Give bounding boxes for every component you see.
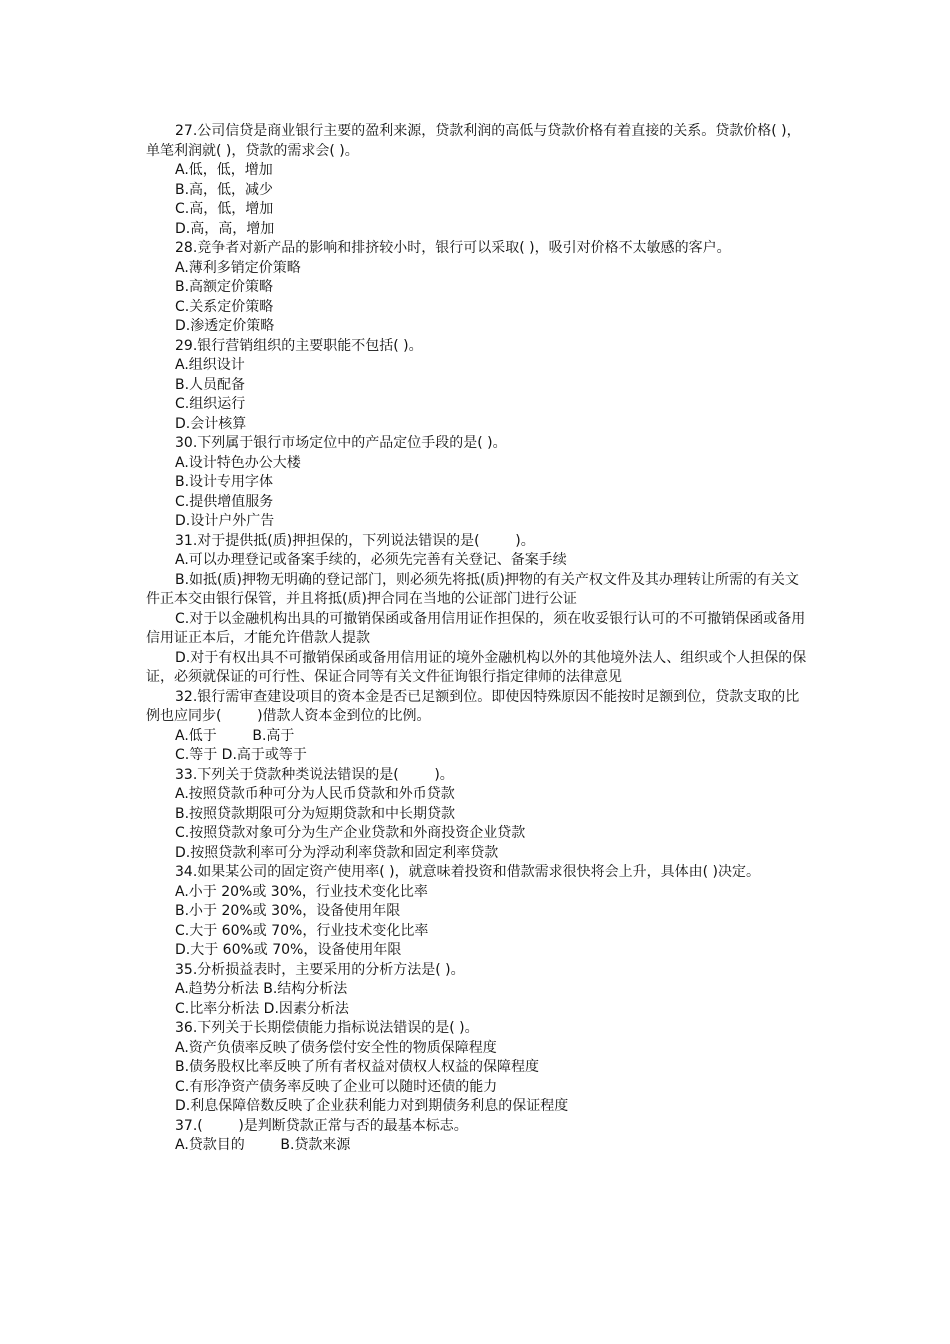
- document-page: [146, 122, 810, 1156]
- answer-option: A.低，低，增加: [175, 162, 273, 178]
- answer-option: C.按照贷款对象可分为生产企业贷款和外商投资企业贷款: [175, 825, 526, 841]
- answer-option: D.渗透定价策略: [175, 318, 275, 334]
- question-text: 31.对于提供抵(质)押担保的，下列说法错误的是( )。: [175, 532, 535, 549]
- answer-option: B.债务股权比率反映了所有者权益对债权人权益的保障程度: [175, 1059, 540, 1075]
- answer-option: A.趋势分析法 B.结构分析法: [175, 981, 348, 997]
- answer-option: A.资产负债率反映了债务偿付安全性的物质保障程度: [175, 1039, 497, 1056]
- answer-option: A.按照贷款币种可分为人民币贷款和外币贷款: [175, 786, 455, 802]
- answer-option: A.设计特色办公大楼: [175, 454, 301, 471]
- answer-option: C.比率分析法 D.因素分析法: [175, 1000, 349, 1017]
- answer-option: D.利息保障倍数反映了企业获利能力对到期债务利息的保证程度: [175, 1098, 569, 1114]
- answer-option: B.小于 20%或 30%，设备使用年限: [175, 903, 401, 919]
- question-text: B.如抵(质)押物无明确的登记部门，则必须先将抵(质)押物的有关产权文件及其办理转让所需的有关文件正本交由银行保管，并且将抵(质)押合同在当地的公证部门进行公证: [146, 571, 799, 607]
- question-text: C.对于以金融机构出具的可撤销保函或备用信用证作担保的，须在收妥银行认可的不可撤销保函或备用信用证正本后，才能允许借款人提款: [146, 610, 806, 646]
- answer-option: A.组织设计: [175, 357, 245, 373]
- answer-option: D.按照贷款利率可分为浮动利率贷款和固定利率贷款: [175, 844, 499, 861]
- question-text: D.对于有权出具不可撤销保函或备用信用证的境外金融机构以外的其他境外法人、组织或个人担保的保证，必须就保证的可行性、保证合同等有关文件征询银行指定律师的法律意见: [146, 649, 807, 685]
- answer-option: A.小于 20%或 30%，行业技术变化比率: [175, 883, 428, 900]
- answer-option: C.提供增值服务: [175, 493, 274, 510]
- question-text: 27.公司信贷是商业银行主要的盈利来源，贷款利润的高低与贷款价格有着直接的关系。贷款价格( )，单笔利润就( )，贷款的需求会( )。: [146, 123, 801, 159]
- question-text: 34.如果某公司的固定资产使用率( )，就意味着投资和借款需求很快将会上升，具体由( )决定。: [175, 864, 761, 880]
- question-text: 33.下列关于贷款种类说法错误的是( )。: [175, 766, 454, 783]
- question-text: 32.银行需审查建设项目的资本金是否已足额到位。即使因特殊原因不能按时足额到位，贷款支取的比例也应同步( )借款人资本金到位的比例。: [146, 688, 800, 724]
- answer-option: D.设计户外广告: [175, 513, 275, 529]
- answer-option: C.组织运行: [175, 396, 246, 412]
- answer-option: C.等于 D.高于或等于: [175, 747, 307, 763]
- question-text: 28.竞争者对新产品的影响和排挤较小时，银行可以采取( )，吸引对价格不太敏感的客户。: [175, 240, 731, 256]
- question-text: A.可以办理登记或备案手续的，必须先完善有关登记、备案手续: [175, 552, 567, 568]
- question-text: 30.下列属于银行市场定位中的产品定位手段的是( )。: [175, 435, 507, 451]
- answer-option: B.高额定价策略: [175, 279, 274, 295]
- answer-option: B.设计专用字体: [175, 474, 274, 490]
- answer-option: A.贷款目的 B.贷款来源: [175, 1137, 351, 1153]
- answer-option: D.大于 60%或 70%，设备使用年限: [175, 942, 402, 958]
- answer-option: B.高，低，减少: [175, 181, 274, 198]
- question-text: 35.分析损益表时，主要采用的分析方法是( )。: [175, 961, 465, 978]
- answer-option: C.大于 60%或 70%，行业技术变化比率: [175, 922, 429, 939]
- answer-option: C.高，低，增加: [175, 201, 274, 217]
- question-text: 37.( )是判断贷款正常与否的最基本标志。: [175, 1117, 468, 1134]
- answer-option: A.低于 B.高于: [175, 727, 295, 744]
- answer-option: B.按照贷款期限可分为短期贷款和中长期贷款: [175, 805, 456, 822]
- question-text: 29.银行营销组织的主要职能不包括( )。: [175, 337, 423, 354]
- answer-option: B.人员配备: [175, 376, 246, 393]
- answer-option: D.高，高，增加: [175, 220, 275, 237]
- answer-option: C.关系定价策略: [175, 298, 274, 315]
- answer-option: C.有形净资产债务率反映了企业可以随时还债的能力: [175, 1078, 498, 1095]
- answer-option: D.会计核算: [175, 415, 247, 432]
- answer-option: A.薄利多销定价策略: [175, 259, 301, 276]
- question-text: 36.下列关于长期偿债能力指标说法错误的是( )。: [175, 1020, 479, 1036]
